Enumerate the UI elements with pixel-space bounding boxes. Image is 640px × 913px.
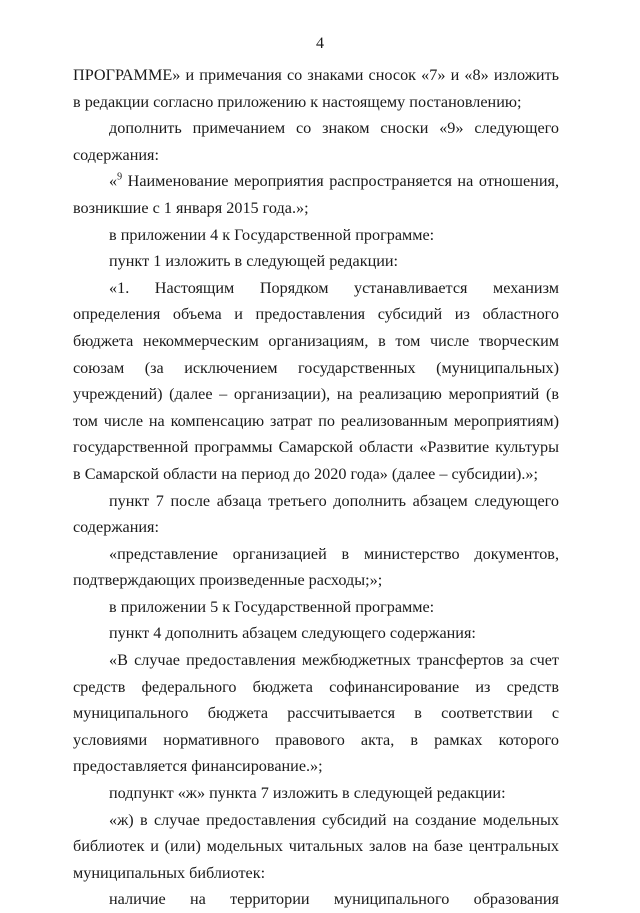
page-number: 4 bbox=[316, 35, 324, 52]
paragraph-14: наличие на территории муниципального образования bbox=[109, 890, 559, 909]
paragraph-12: подпункт «ж» пункта 7 изложить в следующей редакции: bbox=[109, 784, 506, 803]
document-body bbox=[73, 62, 559, 913]
paragraph-11: «В случае предоставления межбюджетных трансфертов за счет средств федерального бюджета софинансирование из средств муниципального бюджета рассчитывается в соответствии с условиями нормативного правового акта, в рамках которого предоставляется финансирование.»; bbox=[73, 651, 559, 776]
paragraph-4: в приложении 4 к Государственной программе: bbox=[109, 225, 435, 244]
paragraph-9: в приложении 5 к Государственной программе: bbox=[109, 597, 435, 616]
paragraph-6: «1. Настоящим Порядком устанавливается механизм определения объема и предоставления субсидий из областного бюджета некоммерческим организациям, в том числе творческим союзам (за исключением государственных (муниципальных) учреждений) (далее – организации), на реализацию мероприятий (в том числе на компенсацию затрат по реализованным мероприятиям) государственной программы Самарской области «Развитие культуры в Самарской области на период до 2020 года» (далее – субсидии).»; bbox=[73, 278, 559, 483]
paragraph-1: ПРОГРАММЕ» и примечания со знаками сносок «7» и «8» изложить в редакции согласно приложению к настоящему постановлению; bbox=[73, 66, 559, 111]
footnote-mark: 9 bbox=[117, 171, 123, 183]
footnote-text: Наименование мероприятия распространяется на отношения, возникшие с 1 января 2015 года.»; bbox=[73, 172, 559, 217]
paragraph-7: пункт 7 после абзаца третьего дополнить абзацем следующего содержания: bbox=[73, 491, 559, 537]
paragraph-2: дополнить примечанием со знаком сноски «9» следующего содержания: bbox=[73, 119, 559, 164]
paragraph-3 bbox=[73, 168, 559, 221]
paragraph-10: пункт 4 дополнить абзацем следующего содержания: bbox=[109, 624, 476, 643]
paragraph-13: «ж) в случае предоставления субсидий на создание модельных библиотек и (или) модельных читальных залов на базе центральных муниципальных библиотек: bbox=[73, 810, 559, 882]
footnote-open-quote: « bbox=[109, 172, 118, 191]
paragraph-8: «представление организацией в министерство документов, подтверждающих произведенные расходы;»; bbox=[73, 544, 559, 590]
paragraph-5: пункт 1 изложить в следующей редакции: bbox=[109, 252, 399, 271]
